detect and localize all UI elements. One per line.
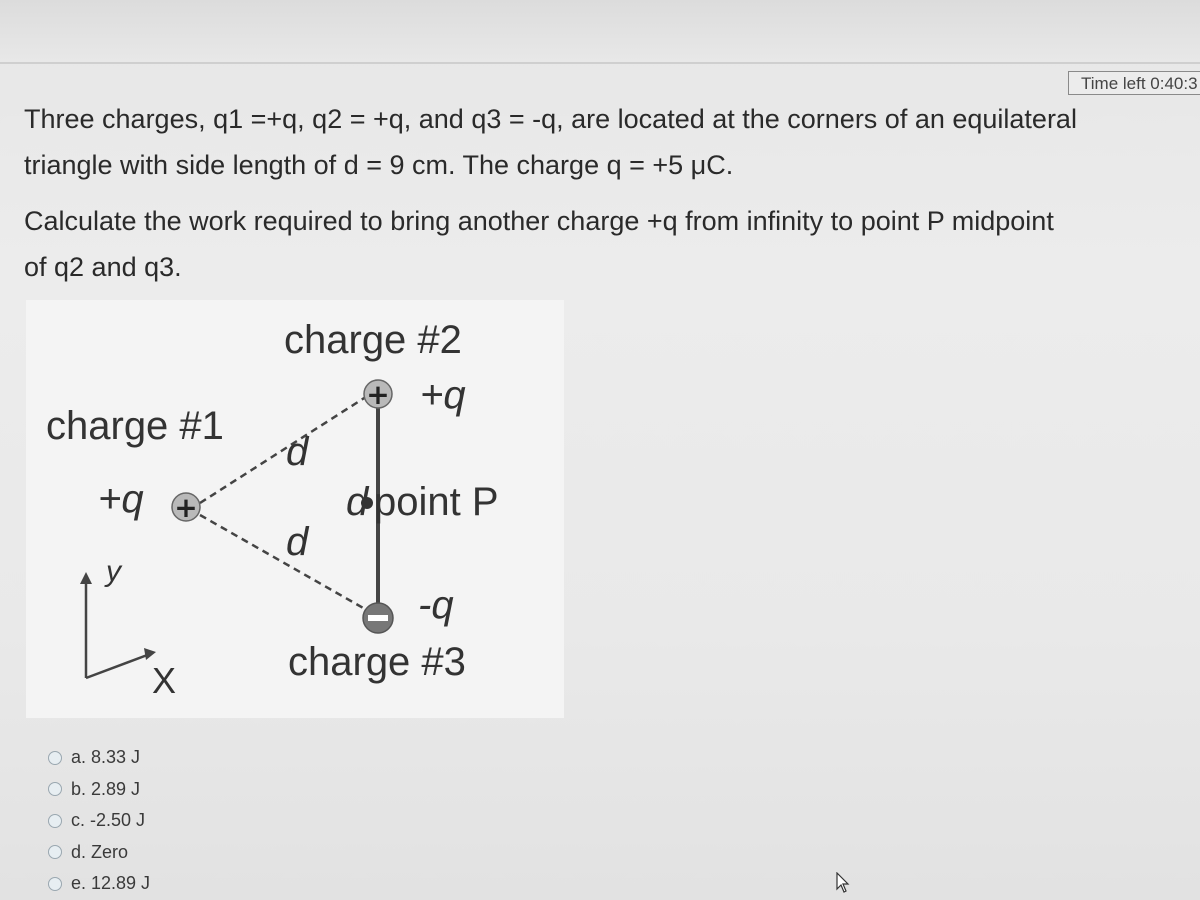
option-label: b. 2.89 J <box>71 778 141 799</box>
y-axis-arrow <box>80 572 92 584</box>
point-p-label: point P <box>374 480 499 524</box>
x-axis-label: X <box>152 660 177 701</box>
option-c[interactable] <box>48 805 150 837</box>
charge-3-sign <box>368 615 388 621</box>
radio-button[interactable] <box>48 782 62 796</box>
charge-1-value: +q <box>98 477 144 521</box>
question-line: Calculate the work required to bring another charge +q from infinity to point P midpoint <box>24 206 1054 236</box>
option-label: d. Zero <box>71 841 129 862</box>
option-a[interactable] <box>48 742 150 774</box>
question-line: Three charges, q1 =+q, q2 = +q, and q3 = -q, are located at the corners of an equilateral <box>24 104 1077 134</box>
charge-3-value: -q <box>418 583 454 627</box>
time-left-indicator: Time left 0:40:3 <box>1068 71 1200 95</box>
option-b[interactable] <box>48 774 150 806</box>
side-length-label: d <box>346 480 369 524</box>
mouse-pointer-icon <box>836 872 850 894</box>
y-axis-label: y <box>106 555 121 588</box>
question-line: of q2 and q3. <box>24 252 182 282</box>
charge-1-sign: + <box>174 491 198 524</box>
option-label: a. 8.33 J <box>71 747 141 768</box>
charge-2-value: +q <box>420 373 466 417</box>
charge-2-label: charge #2 <box>284 318 462 362</box>
charge-2-sign: + <box>366 378 390 411</box>
side-length-label: d <box>286 520 309 564</box>
radio-button[interactable] <box>48 845 62 859</box>
charge-1-label: charge #1 <box>46 404 224 448</box>
option-e[interactable] <box>48 868 150 900</box>
charge-3-label: charge #3 <box>288 640 466 684</box>
option-label: c. -2.50 J <box>71 810 146 831</box>
x-axis <box>86 654 150 678</box>
option-label: e. 12.89 J <box>71 873 151 894</box>
radio-button[interactable] <box>48 751 62 765</box>
answer-options <box>48 742 150 900</box>
radio-button[interactable] <box>48 814 62 828</box>
option-d[interactable] <box>48 837 150 869</box>
question-line: triangle with side length of d = 9 cm. The charge q = +5 μC. <box>24 150 734 180</box>
side-length-label: d <box>286 430 309 474</box>
radio-button[interactable] <box>48 877 62 891</box>
x-axis-arrow <box>144 648 156 660</box>
